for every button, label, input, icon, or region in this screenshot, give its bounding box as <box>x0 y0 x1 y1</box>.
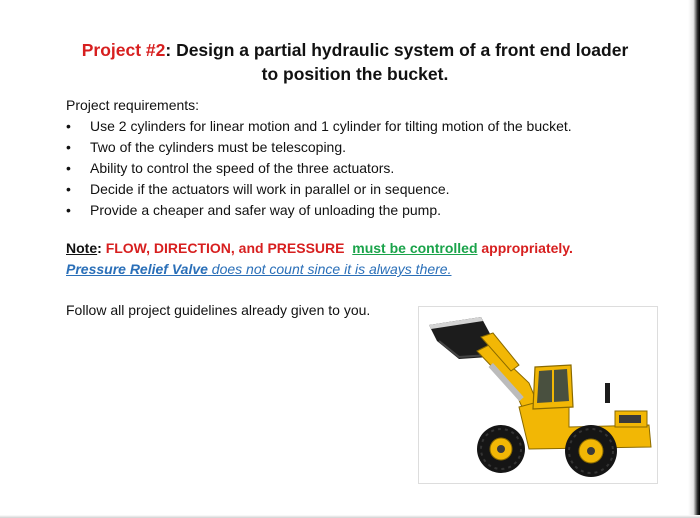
relief-valve-term: Pressure Relief Valve <box>66 261 208 277</box>
requirement-text: Ability to control the speed of the three actuators. <box>90 160 395 176</box>
note-line <box>66 238 666 259</box>
bullet-icon: • <box>66 181 71 197</box>
front-end-loader-icon <box>419 307 657 483</box>
requirements-section <box>66 95 666 221</box>
requirement-text: Provide a cheaper and safer way of unloading the pump. <box>90 202 442 218</box>
title-line-2: to position the bucket. <box>261 64 449 84</box>
requirement-item <box>66 137 666 158</box>
requirement-item <box>66 116 666 137</box>
follow-guidelines-text: Follow all project guidelines already given to you. <box>66 302 371 318</box>
requirements-heading: Project requirements: <box>66 97 200 113</box>
requirement-item <box>66 200 666 221</box>
note-label: Note <box>66 240 98 256</box>
relief-valve-line <box>66 259 666 280</box>
window-edge-shadow <box>688 0 700 518</box>
note-colon: : <box>97 240 106 256</box>
bullet-icon: • <box>66 118 71 134</box>
bullet-icon: • <box>66 160 71 176</box>
bullet-icon: • <box>66 202 71 218</box>
requirement-text: Two of the cylinders must be telescoping. <box>90 139 347 155</box>
requirement-item <box>66 179 666 200</box>
note-red-tail: appropriately. <box>481 240 573 256</box>
requirement-text: Use 2 cylinders for linear motion and 1 cylinder for tilting motion of the bucket. <box>90 118 572 134</box>
note-section <box>66 238 666 280</box>
note-red-text: FLOW, DIRECTION, and PRESSURE <box>105 240 345 256</box>
bullet-icon: • <box>66 139 71 155</box>
slide-title <box>40 38 670 86</box>
note-green-text: must be controlled <box>352 240 478 256</box>
loader-photo <box>418 306 658 484</box>
title-project-number: Project #2 <box>81 40 166 60</box>
title-text: : Design a partial hydraulic system of a front end loader <box>165 40 629 60</box>
requirements-list <box>66 116 666 221</box>
title-line-1 <box>40 38 670 62</box>
relief-valve-rest: does not count since it is always there. <box>207 261 452 277</box>
requirement-item <box>66 158 666 179</box>
requirement-text: Decide if the actuators will work in parallel or in sequence. <box>90 181 450 197</box>
